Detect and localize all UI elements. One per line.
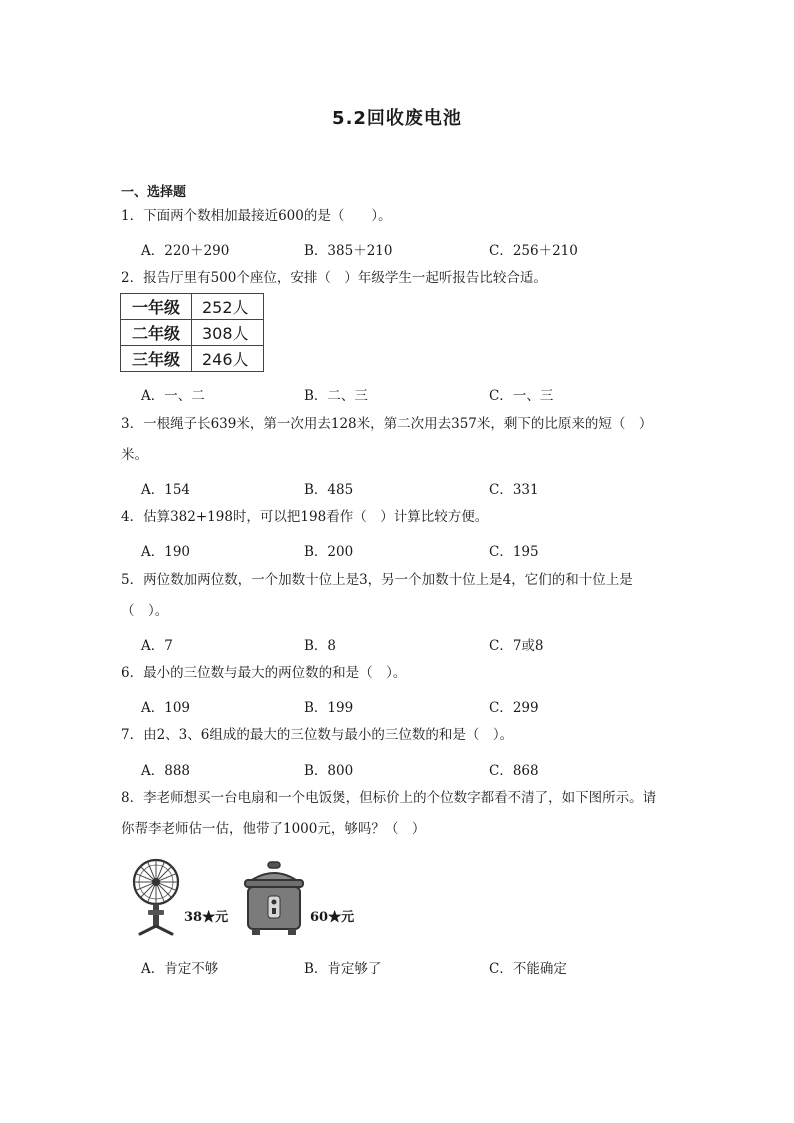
option-a[interactable]: A．一、二 <box>141 388 205 404</box>
question-7: 7．由2、3、6组成的最大的三位数与最小的三位数的和是（ ）。 <box>121 727 514 743</box>
page-title: 5.2回收废电池 <box>332 108 462 129</box>
options-8 <box>141 957 701 981</box>
fan-price-label: 38★元 <box>184 910 229 925</box>
table-row <box>121 294 264 320</box>
option-c[interactable]: C．868 <box>489 763 539 779</box>
table-row <box>121 346 264 372</box>
question-5-line-2: （ ）。 <box>121 603 169 619</box>
electric-fan-icon <box>130 858 182 936</box>
options-1 <box>141 239 701 263</box>
option-c[interactable]: C．不能确定 <box>489 961 567 977</box>
option-b[interactable]: B．199 <box>304 700 354 716</box>
cooker-price-label: 60★元 <box>310 910 355 925</box>
option-a[interactable]: A．154 <box>141 482 191 498</box>
options-3 <box>141 478 701 502</box>
section-heading: 一、选择题 <box>121 185 187 200</box>
option-a[interactable]: A．7 <box>141 638 173 654</box>
question-8-line-2: 你帮李老师估一估，他带了1000元，够吗？（ ） <box>121 821 426 837</box>
count-cell: 252人 <box>192 294 264 320</box>
option-a[interactable]: A．190 <box>141 544 191 560</box>
question-3-line-2: 米。 <box>121 447 148 463</box>
option-b[interactable]: B．8 <box>304 638 337 654</box>
option-b[interactable]: B．肯定够了 <box>304 961 382 977</box>
question-6: 6．最小的三位数与最大的两位数的和是（ ）。 <box>121 665 407 681</box>
option-c[interactable]: C．7或8 <box>489 638 544 654</box>
options-2 <box>141 384 701 408</box>
option-b[interactable]: B．200 <box>304 544 354 560</box>
grade-table <box>120 293 264 372</box>
table-row <box>121 320 264 346</box>
option-b[interactable]: B．800 <box>304 763 354 779</box>
question-2: 2．报告厅里有500个座位，安排（ ）年级学生一起听报告比较合适。 <box>121 270 547 286</box>
options-5 <box>141 634 701 658</box>
option-c[interactable]: C．331 <box>489 482 539 498</box>
question-3-line-1: 3．一根绳子长639米，第一次用去128米，第二次用去357米，剩下的比原来的短（ ） <box>121 416 653 432</box>
option-c[interactable]: C．256＋210 <box>489 243 578 259</box>
rice-cooker-icon <box>241 860 307 938</box>
question-1: 1．下面两个数相加最接近600的是（ ）。 <box>121 208 392 224</box>
option-a[interactable]: A．肯定不够 <box>141 961 219 977</box>
grade-cell: 二年级 <box>121 320 192 346</box>
count-cell: 246人 <box>192 346 264 372</box>
question-8-line-1: 8．李老师想买一台电扇和一个电饭煲，但标价上的个位数字都看不清了，如下图所示。请 <box>121 790 657 806</box>
option-b[interactable]: B．485 <box>304 482 354 498</box>
option-a[interactable]: A．888 <box>141 763 191 779</box>
count-cell: 308人 <box>192 320 264 346</box>
option-b[interactable]: B．二、三 <box>304 388 368 404</box>
options-6 <box>141 696 701 720</box>
option-c[interactable]: C．一、三 <box>489 388 554 404</box>
option-c[interactable]: C．195 <box>489 544 539 560</box>
question-4: 4．估算382+198时，可以把198看作（ ）计算比较方便。 <box>121 509 489 525</box>
option-a[interactable]: A．109 <box>141 700 191 716</box>
grade-cell: 一年级 <box>121 294 192 320</box>
grade-cell: 三年级 <box>121 346 192 372</box>
option-c[interactable]: C．299 <box>489 700 539 716</box>
question-5-line-1: 5．两位数加两位数，一个加数十位上是3，另一个加数十位上是4，它们的和十位上是 <box>121 572 633 588</box>
option-a[interactable]: A．220＋290 <box>141 243 230 259</box>
option-b[interactable]: B．385＋210 <box>304 243 393 259</box>
options-7 <box>141 759 701 783</box>
options-4 <box>141 540 701 564</box>
